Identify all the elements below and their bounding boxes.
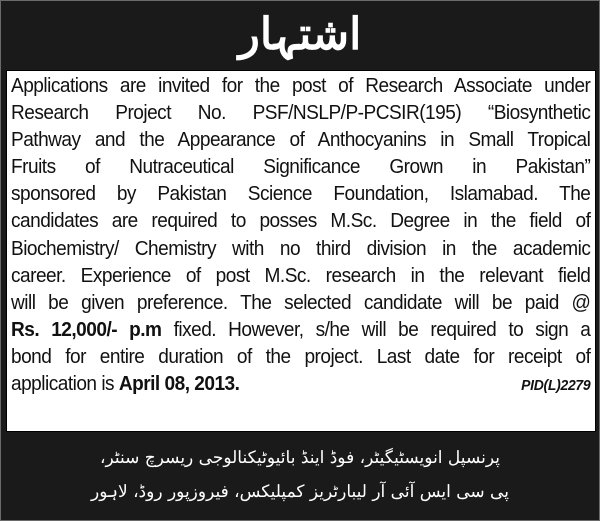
body-line: career. Experience of post M.Sc. research in the relevant field — [11, 263, 591, 287]
ad-body-text — [11, 72, 590, 397]
body-line: sponsored by Pakistan Science Foundation, Islamabad. The — [11, 182, 591, 206]
body-line: Applications are invited for the post of Research Associate under — [11, 74, 591, 97]
body-line: bond for entire duration of the project. Last date for receipt of — [11, 344, 591, 368]
deadline-text — [11, 370, 239, 397]
body-line: candidates are required to posses M.Sc. Degree in the field of — [11, 209, 591, 233]
deadline-prefix: application is — [11, 372, 119, 396]
ad-body-box — [6, 70, 596, 432]
pid-code: PID(L)2279 — [521, 377, 591, 395]
deadline-line — [11, 370, 590, 397]
deadline-date: April 08, 2013. — [118, 372, 240, 396]
salary-amount: Rs. 12,000/- p.m — [11, 317, 162, 341]
salary-line — [11, 316, 590, 343]
body-line: Biochemistry/ Chemistry with no third division in the academic — [11, 236, 591, 260]
ad-footer-address — [1, 441, 599, 519]
body-line: Research Project No. PSF/NSLP/P-PCSIR(195) “Biosynthetic — [11, 101, 591, 125]
ad-title: اشتہار — [238, 9, 362, 60]
footer-line-1: پرنسپل انویسٹیگیٹر، فوڈ اینڈ بائیوٹیکنالوجی ریسرچ سنٹر، — [100, 448, 500, 468]
footer-line-2: پی سی ایس آئی آر لیبارٹریز کمپلیکس، فیروزپور روڈ، لاہور — [91, 482, 509, 502]
body-line: will be given preference. The selected candidate will be paid @ — [11, 290, 591, 314]
body-line: Pathway and the Appearance of Anthocyanins in Small Tropical — [11, 128, 591, 152]
body-line: Fruits of Nutraceutical Significance Grown in Pakistan” — [11, 155, 591, 179]
salary-rest: fixed. However, s/he will be required to sign a — [161, 317, 591, 341]
